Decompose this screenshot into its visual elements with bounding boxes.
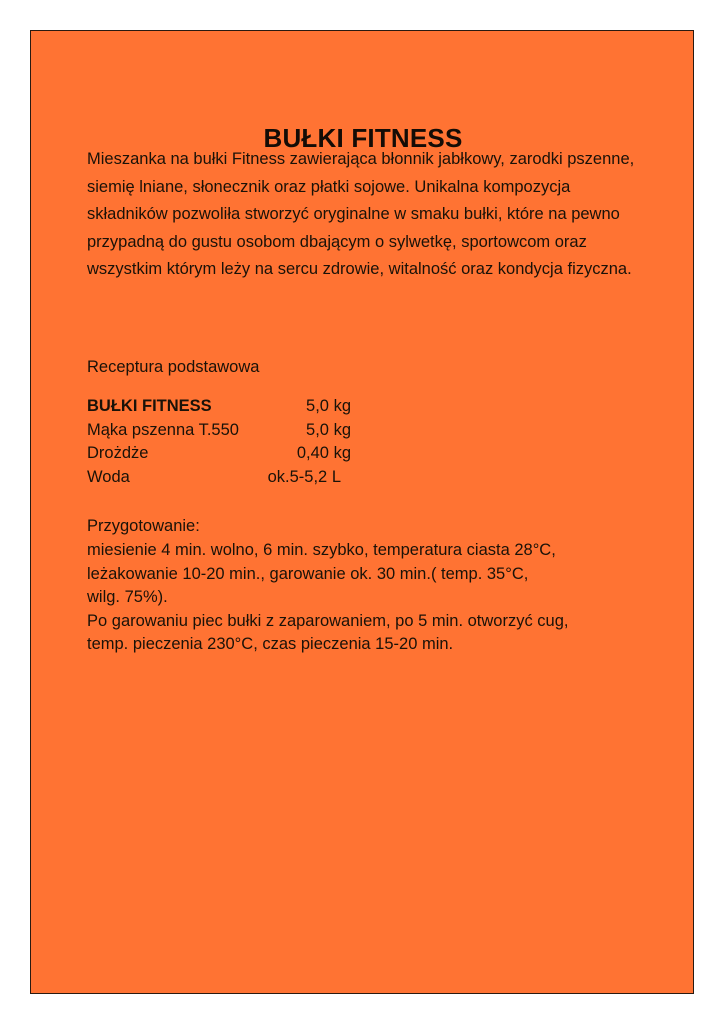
document-page <box>30 30 694 994</box>
preparation-line: temp. pieczenia 230°C, czas pieczenia 15-20 min. <box>87 635 454 653</box>
ingredient-name: Woda <box>87 467 130 486</box>
ingredient-amount: 5,0 kg <box>306 420 351 439</box>
preparation-line: miesienie 4 min. wolno, 6 min. szybko, temperatura ciasta 28°C, <box>87 541 556 559</box>
preparation-line: leżakowanie 10-20 min., garowanie ok. 30 min.( temp. 35°C, <box>87 564 529 583</box>
preparation-line: wilg. 75%). <box>87 588 168 606</box>
intro-paragraph: Mieszanka na bułki Fitness zawierająca błonnik jabłkowy, zarodki pszenne, siemię lniane, słonecznik oraz płatki sojowe. Unikalna kompozycja składników pozwoliła stworzyć oryginalne w smaku bułki, które na pewno przypadną do gustu osobom dbającym o sylwetkę, sportowcom oraz wszystkim którym leży na sercu zdrowie, witalność oraz kondycja fizyczna. <box>87 150 635 278</box>
ingredient-amount: 0,40 kg <box>296 444 351 462</box>
recipe-table <box>87 395 387 489</box>
ingredient-amount: 5,0 kg <box>306 397 351 415</box>
ingredient-name: Drożdże <box>87 444 149 462</box>
recipe-row <box>87 442 387 466</box>
ingredient-name: BUŁKI FITNESS <box>87 397 212 415</box>
preparation-instructions <box>87 539 687 657</box>
recipe-row <box>87 466 387 490</box>
page-title: BUŁKI FITNESS <box>263 123 463 153</box>
recipe-heading: Receptura podstawowa <box>87 358 260 376</box>
preparation-heading: Przygotowanie: <box>87 517 200 535</box>
recipe-row <box>87 419 387 443</box>
ingredient-amount: ok.5-5,2 L <box>267 467 341 486</box>
preparation-line: Po garowaniu piec bułki z zaparowaniem, po 5 min. otworzyć cug, <box>87 611 569 630</box>
ingredient-name: Mąka pszenna T.550 <box>87 420 239 439</box>
recipe-row <box>87 395 387 419</box>
